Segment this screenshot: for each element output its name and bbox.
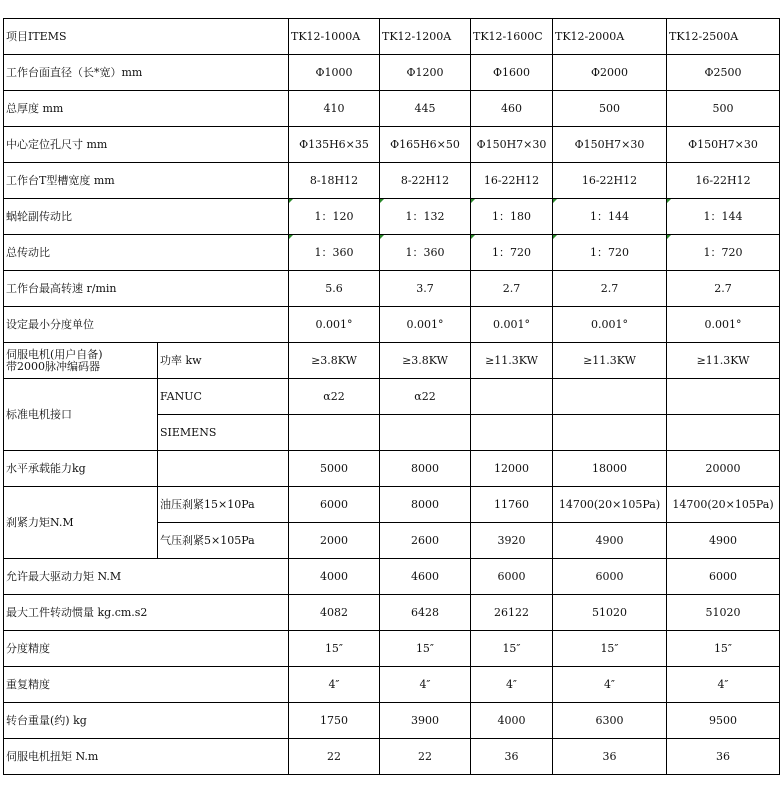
model-header: TK12-1200A	[380, 19, 471, 55]
value-cell: ≥11.3KW	[471, 343, 553, 379]
value-cell: 3.7	[380, 271, 471, 307]
value-cell	[553, 379, 667, 415]
row-label: 允许最大驱动力矩 N.M	[4, 559, 289, 595]
value-cell: ≥11.3KW	[667, 343, 780, 379]
value-cell: 2.7	[471, 271, 553, 307]
value-cell	[667, 415, 780, 451]
row-label: 总厚度 mm	[4, 91, 289, 127]
value-cell: 0.001°	[289, 307, 380, 343]
table-row	[4, 667, 780, 703]
table-row	[4, 739, 780, 775]
table-row	[4, 271, 780, 307]
clamp-label: 刹紧力矩N.M	[4, 487, 158, 559]
value-cell: Φ135H6×35	[289, 127, 380, 163]
value-cell: 9500	[667, 703, 780, 739]
value-cell: 1：720	[553, 235, 667, 271]
row-label: 转台重量(约) kg	[4, 703, 289, 739]
spec-table	[3, 18, 780, 775]
clamp-oil-row	[4, 487, 780, 523]
value-cell: Φ2500	[667, 55, 780, 91]
value-cell: 0.001°	[553, 307, 667, 343]
value-cell	[553, 415, 667, 451]
value-cell: 22	[380, 739, 471, 775]
value-cell: 22	[289, 739, 380, 775]
header-row	[4, 19, 780, 55]
row-label: 设定最小分度单位	[4, 307, 289, 343]
servo-label-line1: 伺服电机(用户自备)	[6, 347, 103, 361]
value-cell: 1：132	[380, 199, 471, 235]
value-cell: Φ2000	[553, 55, 667, 91]
table-row	[4, 559, 780, 595]
value-cell: 6000	[553, 559, 667, 595]
value-cell	[471, 415, 553, 451]
model-header: TK12-1600C	[471, 19, 553, 55]
row-label: 重复精度	[4, 667, 289, 703]
value-cell: 1：720	[471, 235, 553, 271]
table-row	[4, 631, 780, 667]
value-cell: 36	[471, 739, 553, 775]
value-cell: 8000	[380, 451, 471, 487]
row-label: 蜗轮副传动比	[4, 199, 289, 235]
value-cell: 4000	[289, 559, 380, 595]
value-cell: 26122	[471, 595, 553, 631]
value-cell: Φ150H7×30	[471, 127, 553, 163]
value-cell: 16-22H12	[667, 163, 780, 199]
value-cell: 1：120	[289, 199, 380, 235]
table-row	[4, 235, 780, 271]
value-cell: 36	[553, 739, 667, 775]
interface-label: 标准电机接口	[4, 379, 158, 451]
value-cell: 15″	[289, 631, 380, 667]
value-cell: 4″	[380, 667, 471, 703]
servo-label	[4, 343, 158, 379]
value-cell: 51020	[553, 595, 667, 631]
value-cell: 15″	[667, 631, 780, 667]
row-label: 分度精度	[4, 631, 289, 667]
table-row	[4, 55, 780, 91]
siemens-label: SIEMENS	[158, 415, 289, 451]
value-cell: 0.001°	[471, 307, 553, 343]
value-cell: 4″	[471, 667, 553, 703]
value-cell: 1750	[289, 703, 380, 739]
value-cell: 18000	[553, 451, 667, 487]
value-cell: 1：360	[289, 235, 380, 271]
servo-row	[4, 343, 780, 379]
value-cell: 4″	[289, 667, 380, 703]
value-cell: 6300	[553, 703, 667, 739]
value-cell: Φ1200	[380, 55, 471, 91]
air-label: 气压刹紧5×105Pa	[158, 523, 289, 559]
row-label: 总传动比	[4, 235, 289, 271]
table-row	[4, 163, 780, 199]
value-cell: Φ150H7×30	[667, 127, 780, 163]
value-cell: 14700(20×105Pa)	[553, 487, 667, 523]
value-cell: 2.7	[667, 271, 780, 307]
value-cell	[471, 379, 553, 415]
interface-fanuc-row	[4, 379, 780, 415]
value-cell	[667, 379, 780, 415]
value-cell: 3920	[471, 523, 553, 559]
table-row	[4, 703, 780, 739]
row-label: 工作台最高转速 r/min	[4, 271, 289, 307]
value-cell: ≥11.3KW	[553, 343, 667, 379]
table-row	[4, 91, 780, 127]
value-cell: α22	[380, 379, 471, 415]
row-label: 工作台T型槽宽度 mm	[4, 163, 289, 199]
value-cell: 4000	[471, 703, 553, 739]
load-row	[4, 451, 780, 487]
value-cell: 1：360	[380, 235, 471, 271]
value-cell: 8-18H12	[289, 163, 380, 199]
value-cell: 4900	[667, 523, 780, 559]
value-cell: 3900	[380, 703, 471, 739]
value-cell: 12000	[471, 451, 553, 487]
value-cell: 15″	[380, 631, 471, 667]
value-cell: 14700(20×105Pa)	[667, 487, 780, 523]
value-cell: 4600	[380, 559, 471, 595]
value-cell: 51020	[667, 595, 780, 631]
value-cell	[380, 415, 471, 451]
value-cell: Φ165H6×50	[380, 127, 471, 163]
value-cell: 4″	[553, 667, 667, 703]
value-cell: 500	[667, 91, 780, 127]
value-cell: 6000	[289, 487, 380, 523]
value-cell: Φ1000	[289, 55, 380, 91]
value-cell: 2600	[380, 523, 471, 559]
items-header: 项目ITEMS	[4, 19, 289, 55]
value-cell: 4900	[553, 523, 667, 559]
value-cell: 36	[667, 739, 780, 775]
value-cell: 1：144	[553, 199, 667, 235]
value-cell: 20000	[667, 451, 780, 487]
value-cell: ≥3.8KW	[380, 343, 471, 379]
row-label: 最大工件转动惯量 kg.cm.s2	[4, 595, 289, 631]
value-cell: 5000	[289, 451, 380, 487]
value-cell: 8000	[380, 487, 471, 523]
model-header: TK12-1000A	[289, 19, 380, 55]
value-cell: 0.001°	[667, 307, 780, 343]
table-row	[4, 127, 780, 163]
model-header: TK12-2500A	[667, 19, 780, 55]
value-cell: 4082	[289, 595, 380, 631]
value-cell: 4″	[667, 667, 780, 703]
fanuc-label: FANUC	[158, 379, 289, 415]
value-cell: 6000	[471, 559, 553, 595]
value-cell: 16-22H12	[553, 163, 667, 199]
value-cell: 15″	[553, 631, 667, 667]
value-cell: Φ1600	[471, 55, 553, 91]
value-cell: 445	[380, 91, 471, 127]
value-cell: 5.6	[289, 271, 380, 307]
value-cell	[289, 415, 380, 451]
value-cell: 1：720	[667, 235, 780, 271]
servo-label-line2: 带2000脉冲编码器	[6, 359, 100, 373]
value-cell: 460	[471, 91, 553, 127]
model-header: TK12-2000A	[553, 19, 667, 55]
table-row	[4, 307, 780, 343]
value-cell: 11760	[471, 487, 553, 523]
value-cell: 2.7	[553, 271, 667, 307]
value-cell: 1：180	[471, 199, 553, 235]
value-cell: 2000	[289, 523, 380, 559]
row-label: 伺服电机扭矩 N.m	[4, 739, 289, 775]
value-cell: ≥3.8KW	[289, 343, 380, 379]
value-cell: 0.001°	[380, 307, 471, 343]
table-row	[4, 595, 780, 631]
value-cell: 15″	[471, 631, 553, 667]
oil-label: 油压刹紧15×10Pa	[158, 487, 289, 523]
value-cell: 410	[289, 91, 380, 127]
servo-sub-label: 功率 kw	[158, 343, 289, 379]
value-cell: Φ150H7×30	[553, 127, 667, 163]
value-cell: 6428	[380, 595, 471, 631]
value-cell: 1：144	[667, 199, 780, 235]
value-cell: 500	[553, 91, 667, 127]
row-label: 工作台面直径（长*宽）mm	[4, 55, 289, 91]
load-label: 水平承载能力kg	[4, 451, 158, 487]
empty-cell	[158, 451, 289, 487]
row-label: 中心定位孔尺寸 mm	[4, 127, 289, 163]
value-cell: 16-22H12	[471, 163, 553, 199]
value-cell: α22	[289, 379, 380, 415]
table-row	[4, 199, 780, 235]
value-cell: 6000	[667, 559, 780, 595]
value-cell: 8-22H12	[380, 163, 471, 199]
